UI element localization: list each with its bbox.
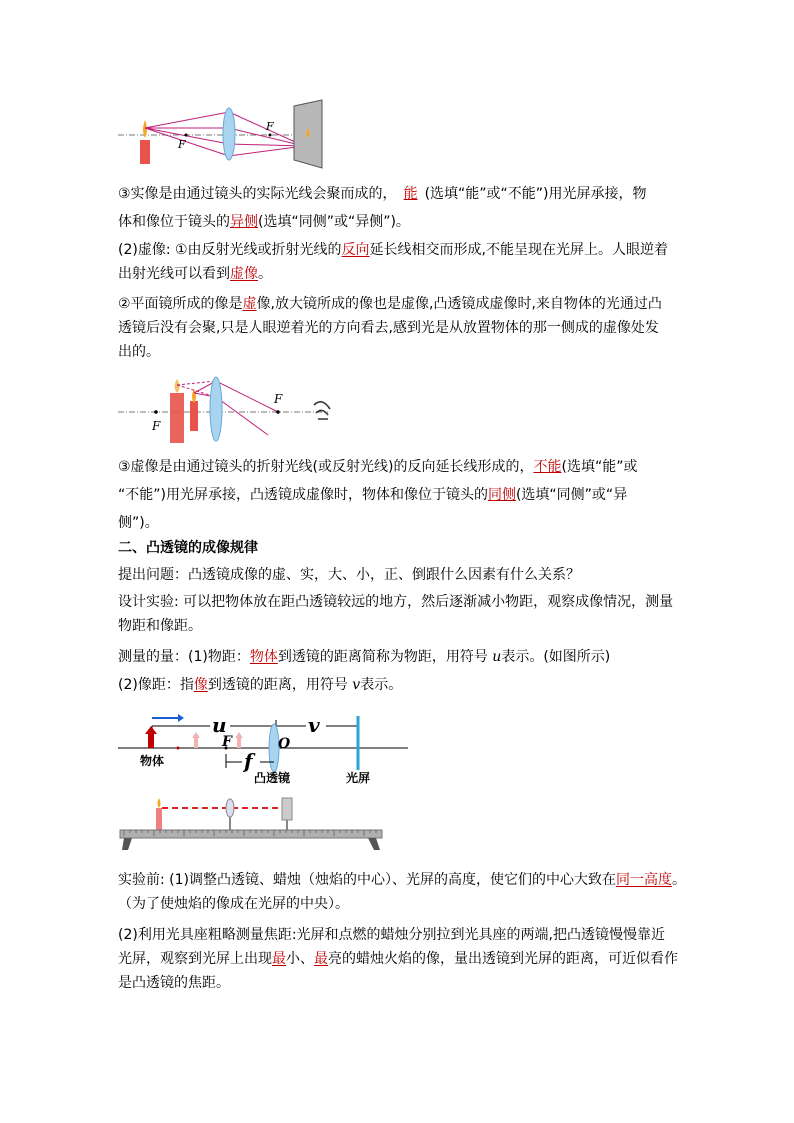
bench-rail [120, 830, 382, 838]
optical-center-label: O [278, 736, 291, 752]
answer-blank: 同侧 [487, 487, 516, 503]
answer-blank: 不能 [533, 459, 562, 475]
answer-blank: 异侧 [230, 214, 258, 230]
focal-point-right-label: F [274, 392, 283, 406]
lens-icon [226, 799, 234, 817]
image-distance-label: v [308, 713, 320, 737]
focal-point-left-label: F [152, 419, 161, 433]
real-image-paragraph: ③实像是由通过镜头的实际光线会聚而成的， 能 (选填“能”或“不能”)用光屏承接，物 体和像位于镜头的异侧(选填“同侧”或“异侧”)。 [118, 182, 678, 234]
focal-length-label: f [244, 749, 253, 773]
focal-point-right-label: F [266, 120, 274, 133]
object-label: 物体 [140, 754, 165, 768]
object-distance-label: u [212, 713, 227, 737]
focal-point-left-label: F [178, 138, 186, 151]
lens-icon [223, 108, 235, 160]
screen-label: 光屏 [346, 771, 371, 785]
section-heading: 二、凸透镜的成像规律 [118, 540, 258, 556]
virtual-image-rule-paragraph: ③虚像是由通过镜头的折射光线(或反射光线)的反向延长线形成的，不能(选填“能”或 “不能”)用光屏承接，凸透镜成虚像时，物体和像位于镜头的同侧(选填“同侧”或“异 侧”)。 [118, 455, 678, 535]
measure-paragraph: 测量的量：(1)物距：物体到透镜的距离简称为物距，用符号 u表示。(如图所示) (2)像距：指像到透镜的距离，用符号 v表示。 [118, 649, 611, 693]
eye-icon [314, 402, 330, 419]
virtual-image-diagram [118, 375, 338, 445]
real-image-diagram [118, 98, 338, 168]
lens-icon [210, 377, 222, 441]
optical-bench-diagram [118, 796, 388, 852]
question-text: 提出问题：凸透镜成像的虚、实，大、小，正、倒跟什么因素有什么关系？ [118, 567, 580, 583]
lens-label: 凸透镜 [254, 771, 291, 785]
candle-icon [140, 140, 150, 164]
focal-point-label: F [222, 734, 232, 750]
object-image-distance-diagram [118, 712, 413, 792]
object-arrow-icon [148, 734, 154, 748]
design-paragraph: 设计实验: 可以把物体放在距凸透镜较远的地方，然后逐渐减小物距，观察成像情况，测量 物距和像距。 [118, 594, 674, 634]
magnifier-paragraph: ②平面镜所成的像是虚像,放大镜所成的像也是虚像,凸透镜成虚像时,来自物体的光通过凸 透镜后没有会聚,只是人眼逆着光的方向看去,感到光是从放置物体的那一侧成的虚像处发 出的。 [118, 296, 662, 360]
before-experiment-paragraph: 实验前: (1)调整凸透镜、蜡烛（烛焰的中心）、光屏的高度，使它们的中心大致在同一高度。 （为了使烛焰的像成在光屏的中央）。 [118, 872, 686, 912]
answer-blank: 能 [403, 186, 418, 202]
virtual-candle-icon [170, 393, 184, 443]
candle-icon [190, 401, 198, 431]
virtual-image-paragraph: (2)虚像: ①由反射光线或折射光线的反向延长线相交而形成,不能呈现在光屏上。人眼逆着 出射光线可以看到虚像。 [118, 242, 669, 282]
focal-length-paragraph: (2)利用光具座粗略测量焦距:光屏和点燃的蜡烛分别拉到光具座的两端,把凸透镜慢慢靠近 光屏，观察到光屏上出现最小、最亮的蜡烛火焰的像，量出透镜到光屏的距离，可近似看作 是凸透镜的焦距。 [118, 927, 678, 991]
